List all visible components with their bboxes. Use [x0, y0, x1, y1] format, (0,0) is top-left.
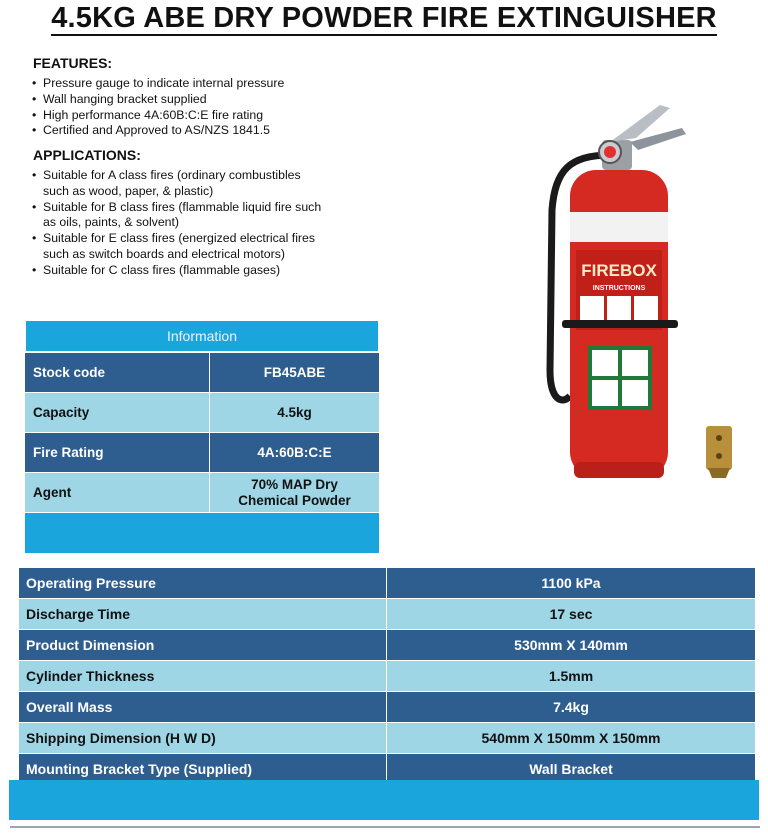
information-table-header: Information — [25, 320, 379, 352]
specification-table — [19, 568, 755, 785]
row-value: Wall Bracket — [529, 761, 613, 777]
row-label: Product Dimension — [19, 630, 387, 660]
applications-heading: APPLICATIONS: — [33, 147, 141, 163]
row-label: Discharge Time — [19, 599, 387, 629]
table-row — [25, 472, 379, 512]
bottom-divider — [10, 826, 760, 828]
application-item: • Suitable for E class fires (energized electrical fires such as switch boards and electrical motors) — [30, 231, 321, 263]
row-value: 1100 kPa — [541, 575, 601, 591]
application-item: • Suitable for C class fires (flammable gases) — [30, 263, 321, 279]
row-label: Capacity — [25, 393, 210, 432]
table-row — [19, 599, 755, 630]
row-value: 540mm X 150mm X 150mm — [481, 730, 661, 746]
feature-item: • Certified and Approved to AS/NZS 1841.5 — [30, 123, 284, 139]
table-row — [25, 392, 379, 432]
row-value: 17 sec — [549, 606, 593, 622]
row-label: Cylinder Thickness — [19, 661, 387, 691]
row-label: Operating Pressure — [19, 568, 387, 598]
information-table — [25, 320, 379, 553]
row-label: Agent — [25, 473, 210, 512]
row-label: Shipping Dimension (H W D) — [19, 723, 387, 753]
row-value: FB45ABE — [263, 364, 326, 380]
row-value: 70% MAP Dry Chemical Powder — [238, 476, 351, 508]
row-value: 7.4kg — [553, 699, 589, 715]
table-row — [19, 568, 755, 599]
row-label: Stock code — [25, 353, 210, 392]
page-title: 4.5KG ABE DRY POWDER FIRE EXTINGUISHER — [51, 2, 717, 34]
table-row — [19, 661, 755, 692]
brand-text: FIREBOX — [581, 261, 657, 280]
information-table-footer — [25, 512, 379, 553]
instructions-text: INSTRUCTIONS — [592, 285, 646, 292]
table-row — [19, 723, 755, 754]
application-item: • Suitable for A class fires (ordinary combustibles such as wood, paper, & plastic) — [30, 168, 321, 200]
row-label: Fire Rating — [25, 433, 210, 472]
row-value: 1.5mm — [548, 668, 594, 684]
table-row — [19, 692, 755, 723]
specification-table-footer — [9, 780, 759, 820]
fire-extinguisher-image — [540, 100, 740, 490]
row-value: 530mm X 140mm — [514, 637, 628, 653]
applications-list — [30, 168, 321, 279]
table-row — [19, 630, 755, 661]
row-label: Mounting Bracket Type (Supplied) — [19, 754, 387, 784]
row-value: 4A:60B:C:E — [257, 444, 332, 460]
feature-item: • High performance 4A:60B:C:E fire rating — [30, 108, 284, 124]
features-heading: FEATURES: — [33, 55, 113, 71]
table-row — [25, 432, 379, 472]
feature-item: • Wall hanging bracket supplied — [30, 92, 284, 108]
features-list — [30, 76, 284, 139]
feature-item: • Pressure gauge to indicate internal pressure — [30, 76, 284, 92]
row-value: 4.5kg — [277, 404, 312, 420]
table-row — [25, 352, 379, 392]
row-label: Overall Mass — [19, 692, 387, 722]
application-item: • Suitable for B class fires (flammable liquid fire such as oils, paints, & solvent) — [30, 200, 321, 232]
